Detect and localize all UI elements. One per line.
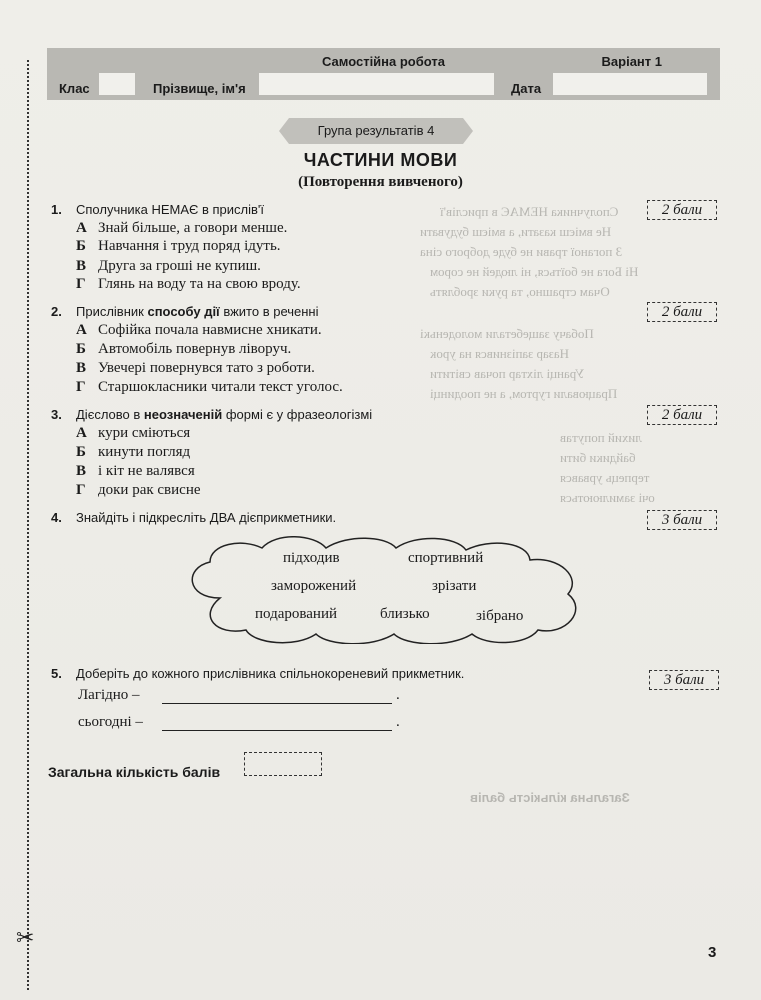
question-text-part: формі є у фразеологізмі — [222, 407, 373, 422]
question-5-score: 3 бали — [649, 670, 719, 690]
group-badge: Група результатів 4 — [289, 118, 463, 144]
cloud-word[interactable]: зібрано — [476, 608, 524, 624]
question-2-text — [76, 304, 319, 319]
option-text: Знай більше, а говори менше. — [98, 220, 288, 236]
option-text: Софійка почала навмисне хникати. — [98, 322, 322, 338]
work-title: Самостійна робота — [321, 54, 445, 69]
total-score-box[interactable] — [244, 752, 322, 776]
answer-line-1[interactable] — [162, 703, 392, 704]
cut-line — [27, 60, 29, 990]
option-text: Автомобіль повернув ліворуч. — [98, 341, 292, 357]
option-letter: Б — [76, 444, 86, 460]
question-4-number: 4. — [51, 510, 62, 525]
question-2-option-a[interactable] — [76, 322, 322, 339]
option-letter: Б — [76, 341, 86, 357]
cloud-word[interactable]: близько — [380, 606, 430, 622]
question-1-number: 1. — [51, 202, 62, 217]
total-score-label: Загальна кількість балів — [48, 764, 221, 780]
variant-label: Варіант 1 — [601, 54, 662, 69]
date-label: Дата — [511, 81, 542, 96]
question-3-option-c[interactable] — [76, 463, 195, 480]
question-3-number: 3. — [51, 407, 62, 422]
option-text: кинути погляд — [98, 444, 191, 460]
question-5-text: Доберіть до кожного прислівника спільнокореневий прикметник. — [76, 666, 465, 681]
cloud-word[interactable]: спортивний — [408, 550, 484, 566]
question-1-text: Сполучника НЕМАЄ в прислів'ї — [76, 202, 265, 217]
cloud-word[interactable]: підходив — [283, 550, 340, 566]
cloud-word[interactable]: подарований — [255, 606, 338, 622]
bleed-through-text: Сполучника НЕМАЄ в прислів'ї — [440, 204, 619, 219]
page-title: ЧАСТИНИ МОВИ — [303, 150, 458, 170]
question-1-option-a[interactable] — [76, 220, 287, 237]
bleed-through-text: байдики бити — [560, 450, 636, 465]
question-text-emphasis: способу дії — [147, 304, 220, 319]
option-letter: Г — [76, 276, 86, 292]
question-4-text: Знайдіть і підкресліть ДВА дієприкметники. — [76, 510, 337, 525]
question-2-number: 2. — [51, 304, 62, 319]
class-field[interactable] — [99, 73, 135, 95]
question-5-number: 5. — [51, 666, 62, 681]
fill-label-2: сьогодні – — [78, 714, 143, 730]
option-text: Глянь на воду та на свою вроду. — [98, 276, 301, 292]
option-letter: А — [76, 425, 87, 441]
bleed-through-text: терпець урвався — [560, 470, 650, 485]
cloud-word[interactable]: зрізати — [432, 578, 477, 594]
fill-end-2: . — [396, 714, 400, 730]
option-text: Увечері повернувся тато з роботи. — [98, 360, 315, 376]
question-text-part: Прислівник — [76, 304, 148, 319]
option-letter: Г — [76, 482, 86, 498]
question-3-option-d[interactable] — [76, 482, 201, 499]
option-letter: В — [76, 360, 87, 376]
bleed-through-text: очі замилюються — [560, 490, 655, 505]
option-text: Друга за гроші не купиш. — [98, 258, 261, 274]
word-cloud-shape — [180, 536, 590, 644]
option-text: Старшокласники читали текст уголос. — [98, 379, 343, 395]
question-3-text — [76, 407, 372, 422]
bleed-through-text: Уранці ліхтар почав світити — [430, 366, 585, 381]
question-3-option-a[interactable] — [76, 425, 190, 442]
option-letter: В — [76, 463, 87, 479]
bleed-through-text: Загальна кількість балів — [470, 790, 630, 805]
header-bar — [47, 48, 720, 100]
class-label: Клас — [59, 81, 90, 96]
name-field[interactable] — [259, 73, 494, 95]
name-label: Прізвище, ім'я — [153, 81, 246, 96]
option-letter: В — [76, 258, 87, 274]
option-letter: Б — [76, 238, 86, 254]
bleed-through-text: Не вмієш казати, а вмієш будувати — [420, 224, 612, 239]
bleed-through-text: З поганої трави не буде доброго сіна — [420, 244, 623, 259]
question-text-part: вжито в реченні — [219, 304, 319, 319]
question-2-option-d[interactable] — [76, 379, 343, 396]
bleed-through-text: Працювали гуртом, а не поодинці — [430, 386, 618, 401]
question-1-option-c[interactable] — [76, 258, 261, 275]
question-2-option-b[interactable] — [76, 341, 291, 358]
option-letter: А — [76, 220, 87, 236]
option-text: кури сміються — [98, 425, 191, 441]
option-letter: А — [76, 322, 87, 338]
fill-label-1: Лагідно – — [78, 687, 140, 703]
bleed-through-text: Назар запізнився на урок — [430, 346, 570, 361]
cloud-word[interactable]: заморожений — [271, 578, 357, 594]
question-4-score: 3 бали — [647, 510, 717, 530]
question-3-score: 2 бали — [647, 405, 717, 425]
question-3-option-b[interactable] — [76, 444, 190, 461]
bleed-through-text: Ні Бога не боїться, ні людей не сором — [430, 264, 639, 279]
page-number: 3 — [708, 944, 717, 961]
answer-line-2[interactable] — [162, 730, 392, 731]
question-1-option-d[interactable] — [76, 276, 301, 293]
date-field[interactable] — [553, 73, 707, 95]
question-text-part: Дієслово в — [76, 407, 144, 422]
bleed-through-text: лихий попутав — [560, 430, 642, 445]
option-letter: Г — [76, 379, 86, 395]
page-subtitle: (Повторення вивченого) — [298, 174, 463, 190]
scissors-icon: ✂ — [16, 926, 35, 951]
option-text: і кіт не валявся — [98, 463, 195, 479]
question-text-emphasis: неозначеній — [143, 407, 223, 422]
fill-end-1: . — [396, 687, 400, 703]
bleed-through-text: Побачу защебетали молоденькі — [420, 326, 594, 341]
option-text: Навчання і труд поряд ідуть. — [98, 238, 281, 254]
question-2-option-c[interactable] — [76, 360, 315, 377]
question-1-option-b[interactable] — [76, 238, 281, 255]
bleed-through-text: Очам страшно, та руки зроблять — [430, 284, 610, 299]
question-2-score: 2 бали — [647, 302, 717, 322]
option-text: доки рак свисне — [98, 482, 201, 498]
question-1-score: 2 бали — [647, 200, 717, 220]
